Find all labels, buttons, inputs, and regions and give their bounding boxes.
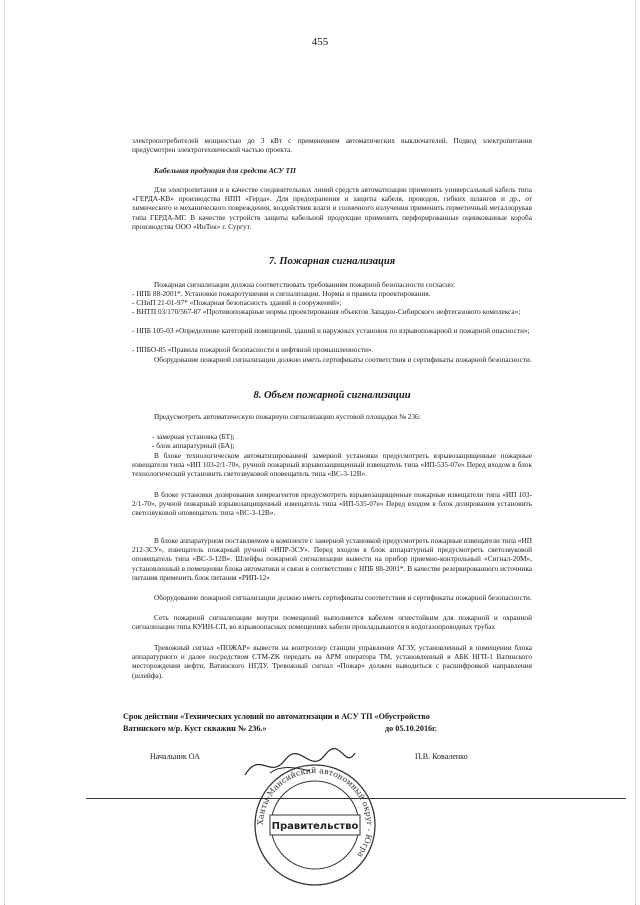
validity-line-1: Срок действия «Технических условий по автоматизации и АСУ ТП «Обустройство (123, 712, 430, 721)
section-8-lead: Предусмотреть автоматическую пожарную сигнализацию кустовой площадки № 236: (154, 412, 421, 421)
section-7-title: 7. Пожарная сигнализация (268, 256, 396, 267)
section-8-paragraph-6: Тревожный сигнал «ПОЖАР» вывести на контроллер станции управления АГЗУ, установленный в помещении блока аппаратурного и далее посредством CTM-ZK передать на АРМ оператора ТМ, установленный в АБК НГП-1 Ватинского месторождения нефти, Ватинского НГДУ. Тревожный сигнал «Пожар» должен выводиться с расшифровкой направления (шлейфа). (132, 643, 532, 680)
section-8-list-item-1: - замерная установка (БТ); (152, 432, 235, 441)
section-8-paragraph-4: Оборудование пожарной сигнализации должно иметь сертификаты соответствия и сертификаты пожарной безопасности. (154, 593, 532, 602)
page-number: 455 (311, 36, 329, 48)
section-7-item-3: - ВНТП 03/170/567-87 «Противопожарные нормы проектирования объектов Западно-Сибирского нефтегазового комплекса»; (132, 307, 521, 316)
scan-right-border (635, 0, 636, 905)
section-8-list-item-2: - блок аппаратурный (БА); (152, 441, 235, 450)
stamp-ring-text: Ханты-Мансийский автономный округ - Югра (255, 765, 375, 860)
signatory-role: Начальник ОА (150, 752, 200, 761)
validity-line-2-left: Ватинского м/р. Куст скважин № 236.» (123, 724, 267, 733)
stamp-text: Правительство (271, 821, 359, 832)
signatory-name: П.В. Коваленко (415, 752, 468, 761)
section-8-paragraph-5: Сеть пожарной сигнализации внутри помещений выполняется кабелем огнестойким для пожарной и охранной сигнализации типа КУИН-СП, во взрывоопасных помещениях кабели прокладываются в водогазопроводных трубах (132, 613, 532, 632)
section-7-item-5: - ППБО-85 «Правила пожарной безопасности в нефтяной промышленности». (132, 345, 374, 354)
section-7-item-4: - НПБ 105-03 «Определение категорий помещений, зданий и наружных установок по взрывопожарной и пожарной опасности»; (132, 326, 530, 335)
validity-line-2-right: до 05.10.2016г. (385, 724, 437, 733)
svg-text:Ханты-Мансийский автономный ок (256, 766, 374, 859)
section-7-lead: Пожарная сигнализация должна соответствовать требованиям пожарной безопасности согласно: (154, 280, 455, 289)
section-8-paragraph-3: В блоке аппаратурном поставляемом в комплекте с замерной установкой предусмотреть пожарные извещатели типа «ИП 212-3СУ», извещатель пожарный ручной «ИПР-3СУ». Перед входом в блок аппаратурный предусмотреть светозвуковой оповещатель типа «ВС-3-12В». Шлейфы пожарной сигнализации вывести на прибор приемно-контрольный «Сигнал-20М», установленный в помещении блока автоматики и связи в соответствии с НПБ 88-2001*. В качестве резервированного источника питания применить блок питания «РИП-12» (132, 536, 532, 582)
section-7-item-2: - СНиП 21-01-97* «Пожарная безопасность зданий и сооружений»; (132, 298, 342, 307)
section-7-item-1: - НПБ 88-2001*. Установки пожаротушения и сигнализации. Нормы и правила проектирования. (132, 289, 431, 298)
validity-line-2-wrap (123, 723, 543, 734)
scan-left-border (4, 0, 5, 905)
intro-paragraph: электропотребителей мощностью до 3 кВт с применением автоматических выключателей. Подвод электропитания предусмотрен электротехнической частью проекта. (132, 136, 532, 155)
cable-heading: Кабельная продукция для средств АСУ ТП (154, 166, 296, 175)
official-stamp (250, 760, 380, 890)
section-8-paragraph-1: В блоке технологическом автоматизированной замерной установки предусмотреть взрывозащищенные пожарные извещатели типа «ИП 103-2/1-70», ручной пожарный взрывозащищенный извещатель типа «ИП-535-07е» Перед входом в блок технологический установить светозвуковой оповещатель типа «ВС-3-12В». (132, 451, 532, 479)
section-7-closing: Оборудование пожарной сигнализации должно иметь сертификаты соответствия и сертификаты пожарной безопасности. (154, 355, 532, 364)
cable-paragraph: Для электропитания и в качестве соединительных линий средств автоматизации применить универсальный кабель типа «ГЕРДА-КВ» производства НПП «Герда». Для предохранения и защиты кабеля, проводов, гибких шлангов и др., от химического и механического повреждения, воздействия влаги и солнечного излучения применить герметичный металлорукав типа ГЕРДА-МГ. В качестве устройств защиты кабельной продукции применить перфорированные оцинкованные короба производства ООО «ИнТек» г. Сургут. (132, 185, 532, 231)
section-8-paragraph-2: В блоке установки дозирования химреагентов предусмотреть взрывозащищенные пожарные извещатели типа «ИП 103-2/1-70», ручной пожарный взрывозащищенный извещатель типа «ИП-535-07е» Перед входом в блок дозирования установить светозвуковой оповещатель типа «ВС-3-12В». (132, 490, 532, 518)
section-8-title: 8. Объем пожарной сигнализации (253, 390, 411, 401)
